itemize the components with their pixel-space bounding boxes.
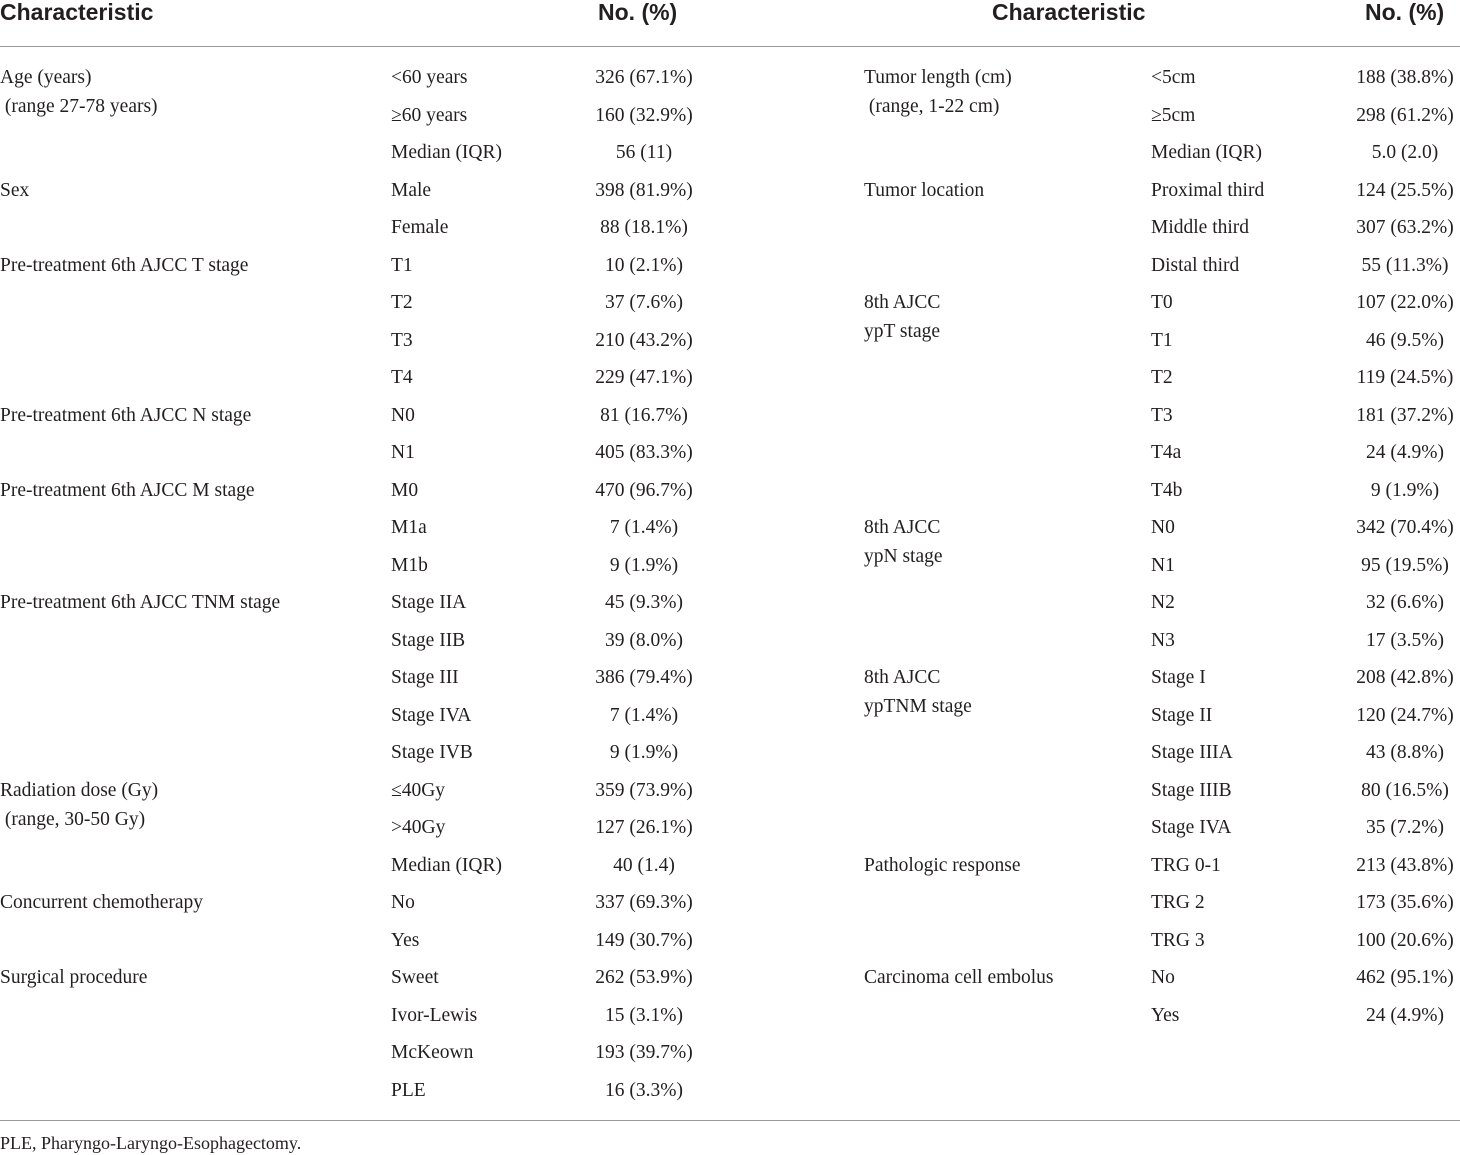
count-cell: 124 (25.5%) [1356, 179, 1454, 201]
count-cell: 342 (70.4%) [1356, 517, 1454, 538]
characteristic-label: Tumor length (cm) [864, 67, 1012, 88]
category-cell: T0 [1151, 292, 1173, 313]
category-cell: M0 [391, 479, 419, 501]
category-cell: Stage IIIA [1151, 742, 1233, 763]
count-cell: 81 (16.7%) [600, 404, 688, 426]
count-cell: 55 (11.3%) [1361, 254, 1449, 276]
category-cell: T4 [391, 367, 413, 388]
category-cell: N2 [1151, 592, 1175, 613]
category-cell: Stage I [1151, 667, 1206, 688]
category-cell: T2 [391, 292, 413, 313]
count-cell: 262 (53.9%) [595, 967, 693, 988]
category-cell: ≥5cm [1151, 104, 1196, 126]
characteristic-label: Tumor location [864, 179, 985, 201]
category-cell: Proximal third [1151, 179, 1265, 201]
category-cell: T3 [391, 329, 413, 351]
category-cell: ≥60 years [391, 104, 468, 126]
category-cell: ≤40Gy [391, 779, 446, 801]
footnote: PLE, Pharyngo-Laryngo-Esophagectomy. [0, 1133, 302, 1153]
count-cell: 24 (4.9%) [1366, 1004, 1444, 1026]
category-cell: M1a [391, 517, 427, 538]
count-cell: 45 (9.3%) [605, 592, 683, 613]
count-cell: 5.0 (2.0) [1371, 142, 1439, 163]
count-cell: 470 (96.7%) [595, 479, 693, 501]
count-cell: 120 (24.7%) [1356, 704, 1454, 726]
category-cell: Stage IIA [391, 592, 467, 613]
count-cell: 181 (37.2%) [1356, 404, 1454, 426]
right-characteristic-header: Characteristic [992, 0, 1146, 25]
characteristic-label: 8th AJCC [864, 517, 941, 538]
category-cell: Median (IQR) [1151, 142, 1263, 163]
count-cell: 80 (16.5%) [1361, 779, 1449, 801]
count-cell: 208 (42.8%) [1356, 667, 1454, 688]
category-cell: TRG 0-1 [1151, 854, 1221, 876]
category-cell: M1b [391, 554, 428, 576]
category-cell: Stage II [1151, 704, 1213, 726]
count-cell: 15 (3.1%) [605, 1004, 683, 1026]
category-cell: >40Gy [391, 817, 446, 838]
characteristic-label: 8th AJCC [864, 667, 941, 688]
category-cell: TRG 2 [1151, 892, 1205, 913]
characteristic-label: Age (years) [0, 67, 92, 88]
count-cell: 149 (30.7%) [595, 929, 693, 951]
table-bottom-rule [0, 1120, 1460, 1121]
category-cell: Median (IQR) [391, 142, 503, 163]
count-cell: 95 (19.5%) [1361, 554, 1449, 576]
category-cell: PLE [391, 1079, 426, 1101]
characteristic-label: ypN stage [864, 546, 943, 567]
count-cell: 37 (7.6%) [605, 292, 683, 313]
category-cell: T4a [1151, 442, 1182, 463]
count-cell: 43 (8.8%) [1366, 742, 1444, 763]
category-cell: Stage IIB [391, 629, 466, 651]
characteristic-label: Surgical procedure [0, 967, 148, 988]
category-cell: Stage III [391, 667, 459, 688]
characteristic-label: Pre-treatment 6th AJCC M stage [0, 479, 255, 501]
count-cell: 386 (79.4%) [595, 667, 693, 688]
count-cell: 210 (43.2%) [595, 329, 693, 351]
count-cell: 229 (47.1%) [595, 367, 693, 388]
count-cell: 40 (1.4) [613, 854, 675, 876]
count-cell: 9 (1.9%) [609, 554, 679, 576]
count-cell: 173 (35.6%) [1356, 892, 1454, 913]
count-cell: 88 (18.1%) [600, 217, 688, 238]
category-cell: T4b [1151, 479, 1183, 501]
right-count-header: No. (%) [1365, 0, 1445, 25]
characteristic-label: Carcinoma cell embolus [864, 967, 1054, 988]
count-cell: 119 (24.5%) [1356, 367, 1454, 388]
count-cell: 17 (3.5%) [1366, 629, 1444, 651]
count-cell: 10 (2.1%) [605, 254, 683, 276]
category-cell: No [1151, 967, 1175, 988]
characteristic-label: 8th AJCC [864, 292, 941, 313]
category-cell: Median (IQR) [391, 854, 503, 876]
category-cell: N1 [1151, 554, 1175, 576]
category-cell: No [391, 892, 415, 913]
count-cell: 337 (69.3%) [595, 892, 693, 913]
category-cell: <5cm [1151, 67, 1196, 88]
category-cell: Middle third [1151, 217, 1250, 238]
category-cell: T1 [391, 254, 413, 276]
count-cell: 462 (95.1%) [1356, 967, 1454, 988]
category-cell: T1 [1151, 329, 1173, 351]
characteristic-label: Pre-treatment 6th AJCC T stage [0, 254, 249, 276]
characteristic-label: Pre-treatment 6th AJCC TNM stage [0, 592, 281, 613]
category-cell: Yes [1151, 1004, 1180, 1026]
count-cell: 7 (1.4%) [609, 704, 679, 726]
category-cell: Sweet [391, 967, 439, 988]
characteristic-label: (range, 30-50 Gy) [0, 808, 146, 830]
count-cell: 16 (3.3%) [605, 1079, 683, 1101]
category-cell: Male [391, 179, 432, 201]
count-cell: 405 (83.3%) [595, 442, 693, 463]
category-cell: Female [391, 217, 449, 238]
count-cell: 213 (43.8%) [1356, 854, 1454, 876]
count-cell: 160 (32.9%) [595, 104, 693, 126]
count-cell: 188 (38.8%) [1356, 67, 1454, 88]
count-cell: 326 (67.1%) [595, 67, 693, 88]
category-cell: T3 [1151, 404, 1173, 426]
category-cell: Distal third [1151, 254, 1240, 276]
characteristic-label: ypT stage [864, 321, 941, 342]
category-cell: Yes [391, 929, 420, 951]
count-cell: 107 (22.0%) [1356, 292, 1454, 313]
table-header [0, 0, 1460, 47]
category-cell: N3 [1151, 629, 1175, 651]
count-cell: 193 (39.7%) [595, 1042, 693, 1063]
characteristic-label: (range 27-78 years) [0, 96, 158, 117]
category-cell: N1 [391, 442, 415, 463]
count-cell: 398 (81.9%) [595, 179, 693, 201]
count-cell: 9 (1.9%) [609, 742, 679, 763]
count-cell: 35 (7.2%) [1366, 817, 1444, 838]
count-cell: 359 (73.9%) [595, 779, 693, 801]
category-cell: Stage IIIB [1151, 779, 1232, 801]
count-cell: 307 (63.2%) [1356, 217, 1454, 238]
count-cell: 32 (6.6%) [1366, 592, 1444, 613]
category-cell: McKeown [391, 1042, 474, 1063]
category-cell: Stage IVA [1151, 817, 1232, 838]
count-cell: 7 (1.4%) [609, 517, 679, 538]
characteristic-label: ypTNM stage [864, 696, 972, 717]
count-cell: 39 (8.0%) [605, 629, 683, 651]
count-cell: 56 (11) [615, 142, 673, 163]
left-count-header: No. (%) [598, 0, 678, 25]
count-cell: 9 (1.9%) [1370, 479, 1440, 501]
category-cell: N0 [1151, 517, 1175, 538]
characteristic-label: (range, 1-22 cm) [864, 96, 1000, 117]
category-cell: TRG 3 [1151, 929, 1205, 951]
category-cell: Stage IVB [391, 742, 473, 763]
characteristic-label: Radiation dose (Gy) [0, 779, 159, 801]
characteristic-label: Concurrent chemotherapy [0, 892, 204, 913]
category-cell: <60 years [391, 67, 468, 88]
count-cell: 46 (9.5%) [1366, 329, 1444, 351]
characteristic-label: Pre-treatment 6th AJCC N stage [0, 404, 252, 426]
count-cell: 298 (61.2%) [1356, 104, 1454, 126]
category-cell: Ivor-Lewis [391, 1004, 478, 1026]
category-cell: N0 [391, 404, 415, 426]
characteristic-label: Pathologic response [864, 854, 1021, 876]
count-cell: 127 (26.1%) [595, 817, 693, 838]
left-characteristic-header: Characteristic [0, 0, 154, 25]
category-cell: T2 [1151, 367, 1173, 388]
count-cell: 100 (20.6%) [1356, 929, 1454, 951]
count-cell: 24 (4.9%) [1366, 442, 1444, 463]
characteristic-label: Sex [0, 179, 30, 201]
category-cell: Stage IVA [391, 704, 472, 726]
